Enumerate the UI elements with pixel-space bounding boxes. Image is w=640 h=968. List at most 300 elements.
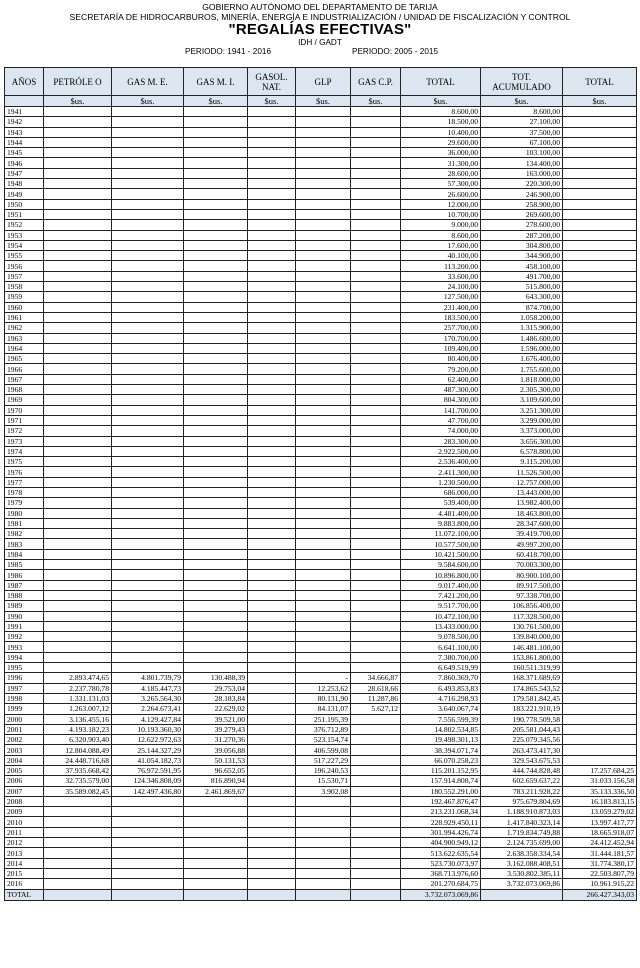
value-cell: 134.400,00 [481, 158, 563, 168]
value-cell [563, 611, 637, 621]
value-cell [184, 168, 248, 178]
year-cell: 2014 [5, 858, 44, 868]
value-cell [351, 415, 401, 425]
value-cell [248, 807, 296, 817]
value-cell [44, 179, 112, 189]
year-cell: 1994 [5, 652, 44, 662]
value-cell [248, 590, 296, 600]
value-cell: 12.757.000,00 [481, 477, 563, 487]
year-cell: 1948 [5, 179, 44, 189]
total-cell [44, 889, 112, 900]
value-cell [44, 477, 112, 487]
table-row [5, 436, 637, 446]
value-cell [351, 292, 401, 302]
value-cell [44, 158, 112, 168]
table-row [5, 714, 637, 724]
value-cell [351, 560, 401, 570]
value-cell [351, 570, 401, 580]
value-cell: 124.346.808,09 [112, 776, 184, 786]
value-cell: 70.003.300,00 [481, 560, 563, 570]
value-cell [296, 137, 351, 147]
value-cell: 816.890,94 [184, 776, 248, 786]
value-cell: 13.982.400,00 [481, 498, 563, 508]
value-cell [351, 271, 401, 281]
value-cell: 6.493.853,83 [401, 683, 481, 693]
value-cell: 37.935.668,42 [44, 766, 112, 776]
value-cell [351, 529, 401, 539]
value-cell [248, 621, 296, 631]
table-row [5, 549, 637, 559]
value-cell [351, 724, 401, 734]
value-cell: 1.188.910.873,03 [481, 807, 563, 817]
value-cell [184, 117, 248, 127]
value-cell [563, 570, 637, 580]
value-cell [563, 168, 637, 178]
value-cell: 487.300,00 [401, 385, 481, 395]
value-cell [351, 735, 401, 745]
year-cell: 1984 [5, 549, 44, 559]
year-cell: 1969 [5, 395, 44, 405]
value-cell [44, 209, 112, 219]
table-row [5, 374, 637, 384]
value-cell: 10.421.500,00 [401, 549, 481, 559]
year-cell: 1974 [5, 446, 44, 456]
table-row [5, 107, 637, 117]
value-cell [44, 549, 112, 559]
value-cell [563, 714, 637, 724]
value-cell [184, 549, 248, 559]
value-cell: 257.700,00 [401, 323, 481, 333]
value-cell: 97.338.700,00 [481, 590, 563, 600]
value-cell [563, 755, 637, 765]
table-row [5, 601, 637, 611]
value-cell [351, 312, 401, 322]
value-cell [44, 220, 112, 230]
value-cell [248, 652, 296, 662]
value-cell [296, 529, 351, 539]
value-cell [296, 312, 351, 322]
value-cell: 1.818.000,00 [481, 374, 563, 384]
value-cell [248, 477, 296, 487]
table-row [5, 529, 637, 539]
value-cell: 196.240,53 [296, 766, 351, 776]
value-cell [296, 580, 351, 590]
value-cell: 9.000,00 [401, 220, 481, 230]
value-cell: 8.600,00 [401, 230, 481, 240]
value-cell [296, 282, 351, 292]
value-cell [296, 838, 351, 848]
value-cell [296, 168, 351, 178]
table-row [5, 735, 637, 745]
column-header: TOTAL [563, 68, 637, 96]
value-cell [44, 323, 112, 333]
value-cell: 80.131,90 [296, 693, 351, 703]
value-cell [296, 601, 351, 611]
value-cell: 258.900,00 [481, 199, 563, 209]
value-cell: 251.195,39 [296, 714, 351, 724]
value-cell: 174.865.543,52 [481, 683, 563, 693]
value-cell: 31.300,00 [401, 158, 481, 168]
value-cell: 3.136.455,16 [44, 714, 112, 724]
value-cell: 11.526.500,00 [481, 467, 563, 477]
value-cell: 13.433.000,00 [401, 621, 481, 631]
value-cell [248, 498, 296, 508]
value-cell: 4.185.447,73 [112, 683, 184, 693]
value-cell [44, 652, 112, 662]
value-cell [184, 858, 248, 868]
value-cell [563, 271, 637, 281]
value-cell [296, 385, 351, 395]
value-cell: 301.994.426,74 [401, 827, 481, 837]
value-cell [44, 838, 112, 848]
value-cell [184, 354, 248, 364]
value-cell [351, 374, 401, 384]
value-cell [248, 858, 296, 868]
value-cell [563, 302, 637, 312]
value-cell [248, 395, 296, 405]
table-row [5, 230, 637, 240]
year-cell: 2012 [5, 838, 44, 848]
table-row [5, 117, 637, 127]
unit-cell: $us. [112, 96, 184, 107]
value-cell [44, 302, 112, 312]
value-cell [184, 385, 248, 395]
table-row [5, 796, 637, 806]
value-cell [184, 817, 248, 827]
value-cell: 18.463.800,00 [481, 508, 563, 518]
value-cell [248, 549, 296, 559]
value-cell [296, 467, 351, 477]
value-cell: 12.622.972,63 [112, 735, 184, 745]
year-cell: 1962 [5, 323, 44, 333]
year-cell: 1983 [5, 539, 44, 549]
value-cell: 17.257.684,25 [563, 766, 637, 776]
value-cell: 9.078.500,00 [401, 632, 481, 642]
value-cell: 130.761.500,00 [481, 621, 563, 631]
value-cell [351, 714, 401, 724]
year-cell: 1950 [5, 199, 44, 209]
value-cell [112, 570, 184, 580]
value-cell [351, 766, 401, 776]
value-cell: 12.000,00 [401, 199, 481, 209]
year-cell: 1968 [5, 385, 44, 395]
value-cell [248, 724, 296, 734]
value-cell [351, 436, 401, 446]
value-cell [184, 611, 248, 621]
value-cell [112, 498, 184, 508]
table-row [5, 415, 637, 425]
value-cell [563, 683, 637, 693]
value-cell: 141.700,00 [401, 405, 481, 415]
value-cell: 109.400,00 [401, 343, 481, 353]
value-cell [184, 333, 248, 343]
value-cell [184, 529, 248, 539]
value-cell [351, 107, 401, 117]
value-cell: 183.221.910,19 [481, 704, 563, 714]
value-cell [112, 477, 184, 487]
value-cell [563, 724, 637, 734]
value-cell [296, 189, 351, 199]
table-row [5, 446, 637, 456]
value-cell [351, 549, 401, 559]
value-cell [248, 240, 296, 250]
value-cell: 2.638.358.334,54 [481, 848, 563, 858]
year-cell: 1992 [5, 632, 44, 642]
year-cell: 1946 [5, 158, 44, 168]
value-cell: 28.600,00 [401, 168, 481, 178]
table-row [5, 848, 637, 858]
year-cell: 2005 [5, 766, 44, 776]
value-cell [563, 374, 637, 384]
value-cell [112, 621, 184, 631]
value-cell: 67.100,00 [481, 137, 563, 147]
value-cell [351, 230, 401, 240]
value-cell: 180.552.291,00 [401, 786, 481, 796]
value-cell [184, 457, 248, 467]
year-cell: 1949 [5, 189, 44, 199]
value-cell: 283.300,00 [401, 436, 481, 446]
value-cell [296, 796, 351, 806]
table-row [5, 683, 637, 693]
value-cell: 13.997.417,77 [563, 817, 637, 827]
value-cell [351, 446, 401, 456]
year-cell: 1965 [5, 354, 44, 364]
value-cell: 4.716.298,93 [401, 693, 481, 703]
table-row [5, 333, 637, 343]
value-cell [296, 302, 351, 312]
report-header [0, 0, 640, 47]
value-cell [112, 817, 184, 827]
value-cell [563, 261, 637, 271]
value-cell [44, 663, 112, 673]
value-cell [248, 137, 296, 147]
total-cell [112, 889, 184, 900]
value-cell [112, 302, 184, 312]
value-cell [184, 879, 248, 889]
value-cell: 32.735.579,00 [44, 776, 112, 786]
year-cell: 1952 [5, 220, 44, 230]
value-cell [248, 374, 296, 384]
value-cell [44, 261, 112, 271]
value-cell [296, 848, 351, 858]
year-cell: 1956 [5, 261, 44, 271]
value-cell [44, 508, 112, 518]
unit-cell: $us. [248, 96, 296, 107]
value-cell [184, 199, 248, 209]
value-cell [563, 590, 637, 600]
year-cell: 1973 [5, 436, 44, 446]
value-cell: 160.511.319,99 [481, 663, 563, 673]
value-cell [184, 292, 248, 302]
value-cell [184, 405, 248, 415]
column-header: GAS M. E. [112, 68, 184, 96]
value-cell [248, 302, 296, 312]
value-cell: 1.676.400,00 [481, 354, 563, 364]
value-cell: 2.411.300,00 [401, 467, 481, 477]
value-cell [112, 220, 184, 230]
value-cell [112, 426, 184, 436]
value-cell: 517.227,29 [296, 755, 351, 765]
value-cell [296, 343, 351, 353]
value-cell: 8.600,00 [401, 107, 481, 117]
value-cell [112, 343, 184, 353]
total-cell [481, 889, 563, 900]
year-cell: 2002 [5, 735, 44, 745]
value-cell [248, 405, 296, 415]
value-cell [248, 333, 296, 343]
value-cell [563, 199, 637, 209]
value-cell [112, 796, 184, 806]
value-cell: 10.700,00 [401, 209, 481, 219]
value-cell [112, 601, 184, 611]
value-cell [44, 333, 112, 343]
value-cell [184, 446, 248, 456]
value-cell [248, 714, 296, 724]
value-cell: 2.124.735.699,00 [481, 838, 563, 848]
value-cell [248, 199, 296, 209]
value-cell [563, 107, 637, 117]
value-cell [351, 137, 401, 147]
value-cell [44, 457, 112, 467]
value-cell [112, 395, 184, 405]
value-cell [112, 261, 184, 271]
table-row [5, 271, 637, 281]
value-cell [184, 642, 248, 652]
value-cell: 19.498.301,13 [401, 735, 481, 745]
value-cell [351, 807, 401, 817]
value-cell [248, 508, 296, 518]
value-cell [184, 827, 248, 837]
value-cell [296, 364, 351, 374]
value-cell [296, 230, 351, 240]
year-cell: 1943 [5, 127, 44, 137]
value-cell [351, 333, 401, 343]
value-cell [112, 838, 184, 848]
value-cell [296, 333, 351, 343]
value-cell [112, 642, 184, 652]
report-title: "REGALÍAS EFECTIVAS" [228, 21, 412, 38]
year-cell: 2006 [5, 776, 44, 786]
value-cell [248, 158, 296, 168]
year-cell: 2015 [5, 868, 44, 878]
year-cell: 1966 [5, 364, 44, 374]
value-cell [563, 127, 637, 137]
value-cell: 24.448.716,68 [44, 755, 112, 765]
table-row [5, 868, 637, 878]
value-cell [563, 395, 637, 405]
year-cell: 1996 [5, 673, 44, 683]
value-cell: 35.133.336,50 [563, 786, 637, 796]
value-cell: 66.070.258,23 [401, 755, 481, 765]
value-cell [351, 796, 401, 806]
value-cell: 2.536.400,00 [401, 457, 481, 467]
table-row [5, 261, 637, 271]
year-cell: 2016 [5, 879, 44, 889]
column-header: PETRÓLE O [44, 68, 112, 96]
value-cell [112, 189, 184, 199]
table-row [5, 611, 637, 621]
value-cell [563, 323, 637, 333]
value-cell [351, 395, 401, 405]
value-cell [44, 560, 112, 570]
unit-cell: $us. [44, 96, 112, 107]
value-cell [248, 457, 296, 467]
value-cell [44, 868, 112, 878]
value-cell [248, 838, 296, 848]
value-cell [248, 230, 296, 240]
value-cell: 7.556.599,39 [401, 714, 481, 724]
value-cell: 31.270,36 [184, 735, 248, 745]
table-row [5, 457, 637, 467]
value-cell: 444.744.828,48 [481, 766, 563, 776]
year-cell: 2004 [5, 755, 44, 765]
value-cell: 513.622.635,54 [401, 848, 481, 858]
value-cell [563, 179, 637, 189]
value-cell [296, 807, 351, 817]
value-cell [351, 632, 401, 642]
value-cell [248, 148, 296, 158]
value-cell: 4.129.427,84 [112, 714, 184, 724]
value-cell [296, 405, 351, 415]
value-cell: 96.652,05 [184, 766, 248, 776]
value-cell [44, 107, 112, 117]
value-cell: 16.183.813,15 [563, 796, 637, 806]
value-cell: 190.778.509,58 [481, 714, 563, 724]
year-cell: 1953 [5, 230, 44, 240]
unit-cell [5, 96, 44, 107]
value-cell: 15.530,71 [296, 776, 351, 786]
value-cell [184, 848, 248, 858]
year-cell: 1979 [5, 498, 44, 508]
value-cell [296, 127, 351, 137]
total-cell [351, 889, 401, 900]
value-cell [296, 487, 351, 497]
value-cell [184, 498, 248, 508]
value-cell [44, 189, 112, 199]
value-cell [563, 312, 637, 322]
value-cell: 220.300,00 [481, 179, 563, 189]
value-cell: 7.380.700,00 [401, 652, 481, 662]
value-cell [112, 436, 184, 446]
table-row [5, 343, 637, 353]
value-cell [44, 251, 112, 261]
year-cell: 1967 [5, 374, 44, 384]
value-cell: 13.059.279,02 [563, 807, 637, 817]
value-cell: 50.131,53 [184, 755, 248, 765]
value-cell: 7.860.369,70 [401, 673, 481, 683]
year-cell: 2011 [5, 827, 44, 837]
value-cell [296, 251, 351, 261]
column-header: TOTAL [401, 68, 481, 96]
value-cell [112, 179, 184, 189]
unit-cell: $us. [481, 96, 563, 107]
value-cell [248, 673, 296, 683]
value-cell [296, 570, 351, 580]
value-cell [351, 240, 401, 250]
value-cell: 201.270.684,75 [401, 879, 481, 889]
value-cell [184, 487, 248, 497]
value-cell [248, 168, 296, 178]
value-cell [351, 487, 401, 497]
table-row [5, 827, 637, 837]
value-cell: 9.883.800,00 [401, 518, 481, 528]
value-cell [563, 230, 637, 240]
value-cell: 115.201.152,95 [401, 766, 481, 776]
value-cell: 2.893.474,65 [44, 673, 112, 683]
value-cell [351, 364, 401, 374]
year-cell: 1981 [5, 518, 44, 528]
value-cell: 3.265.564,30 [112, 693, 184, 703]
